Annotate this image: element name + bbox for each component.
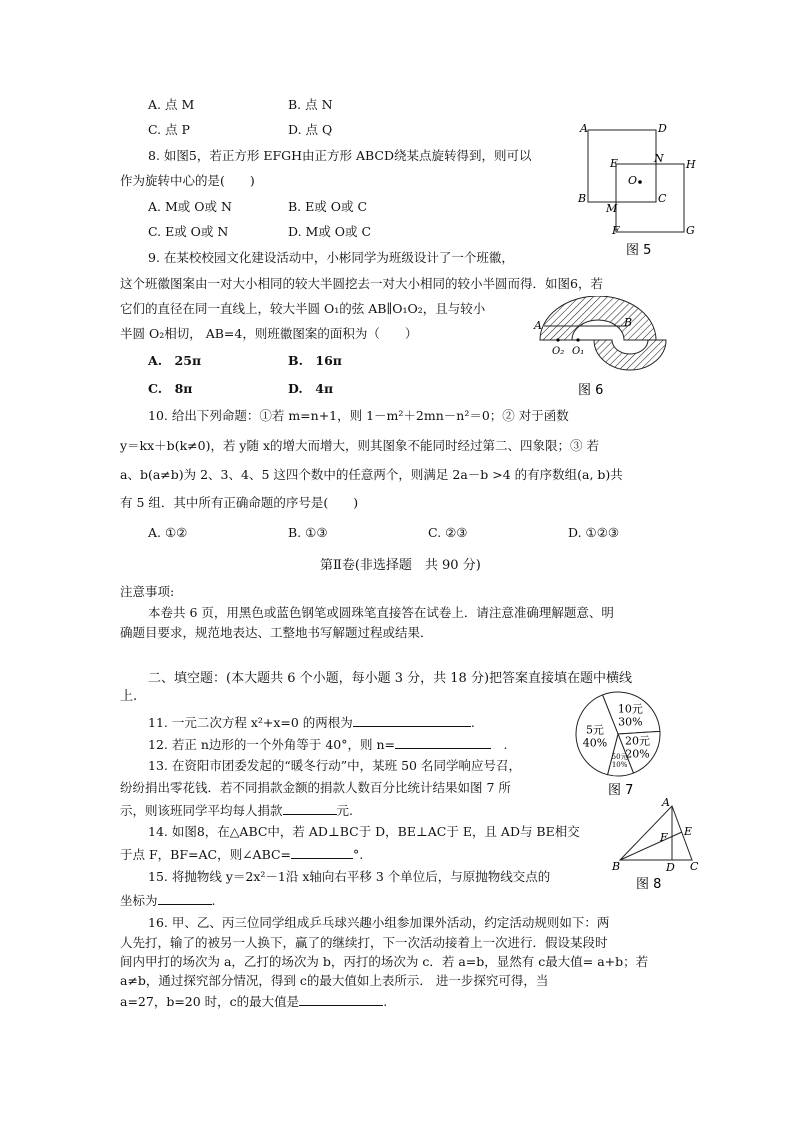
q16-line2: 人先打，输了的被另一人换下，赢了的继续打，下一次活动接着上一次进行．假设某段时	[120, 935, 608, 950]
q16-line3: 间内甲打的场次为 a，乙打的场次为 b，丙打的场次为 c．若 a=b，显然有 c最大值= a+b；若	[120, 954, 649, 969]
notice-line1: 本卷共 6 页，用黑色或蓝色钢笔或圆珠笔直接答在试卷上．请注意准确理解题意、明	[148, 605, 614, 620]
label-e: E	[684, 825, 693, 838]
q8-option-b: B. E或 O或 C	[288, 199, 368, 214]
figure-7-pie-chart	[572, 690, 672, 800]
q16-line1: 16. 甲、乙、丙三位同学组成乒乓球兴趣小组参加课外活动，约定活动规则如下：两	[148, 915, 610, 930]
q8-option-d: D. M或 O或 C	[288, 224, 372, 239]
q9-line4: 半圆 O₂相切， AB=4，则班徽图案的面积为（ ）	[120, 326, 418, 341]
q14-line2	[120, 845, 363, 864]
label-o: O	[628, 174, 638, 187]
q7-option-c: C. 点 P	[148, 122, 190, 137]
q15-line2-text: 坐标为	[120, 893, 158, 908]
q7-option-d: D. 点 Q	[288, 122, 333, 137]
square-efgh	[616, 164, 684, 232]
label-h: H	[686, 158, 696, 171]
triangle-abc	[620, 806, 692, 860]
q7-option-b: B. 点 N	[288, 97, 333, 112]
label-a: A	[534, 319, 542, 332]
q14-blank[interactable]	[291, 845, 353, 859]
q14-line2-text: 于点 F，BF=AC，则∠ABC=	[120, 847, 292, 862]
pie-value-label: 10%	[611, 760, 628, 769]
label-g: G	[686, 224, 695, 237]
point-o2	[556, 338, 559, 341]
label-m: M	[606, 202, 618, 215]
q13-line1: 13. 在资阳市团委发起的“暖冬行动”中，某班 50 名同学响应号召，	[148, 758, 521, 773]
lower-shaded-region	[594, 340, 666, 370]
label-o2: O₂	[552, 346, 565, 357]
q8-line2: 作为旋转中心的是( )	[120, 173, 255, 188]
q16-blank[interactable]	[299, 992, 383, 1006]
notice-line2: 确题目要求，规范地表达、工整地书写解题过程或结果．	[120, 625, 433, 640]
q10-line1: 10. 给出下列命题：①若 m=n+1，则 1－m²＋2mn－n²＝0；② 对于函数	[148, 408, 569, 423]
figure-6-caption: 图 6	[578, 383, 604, 398]
part2-header: 二、填空题：(本大题共 6 个小题，每小题 3 分，共 18 分)把答案直接填在题中横线	[148, 671, 633, 686]
figure-5-caption: 图 5	[626, 243, 652, 258]
q16-end: .	[383, 994, 388, 1009]
label-a: A	[580, 122, 588, 135]
label-d: D	[658, 122, 667, 135]
q9-option-d: D. 4π	[288, 381, 334, 396]
label-e: E	[610, 157, 619, 170]
q8-option-c: C. E或 O或 N	[148, 224, 229, 239]
q10-line2: y＝kx＋b(k≠0)，若 y随 x的增大而增大，则其图象不能同时经过第二、四象限；③ 若	[120, 438, 599, 453]
label-d: D	[666, 861, 675, 874]
point-o1	[576, 338, 579, 341]
q10-option-b: B. ①③	[288, 525, 328, 540]
q8-option-a: A. M或 O或 N	[148, 199, 232, 214]
q13-unit: 元.	[336, 803, 353, 818]
q9-line1: 9. 在某校校园文化建设活动中，小彬同学为班级设计了一个班徽，	[148, 250, 514, 265]
q10-option-c: C. ②③	[428, 525, 468, 540]
q11-text: 11. 一元二次方程 x²+x=0 的两根为	[148, 715, 353, 730]
q14-line1: 14. 如图8，在△ABC中，若 AD⊥BC于 D，BE⊥AC于 E，且 AD与 BE相交	[148, 824, 580, 839]
pie-value-label: 20%	[625, 747, 650, 761]
label-n: N	[654, 152, 664, 165]
q16-line5	[120, 992, 387, 1011]
figure-7-caption: 图 7	[608, 783, 634, 798]
label-f: F	[660, 831, 668, 844]
pie-category-label: 10元	[617, 702, 643, 716]
q9-option-c: C. 8π	[148, 381, 193, 396]
q12: 12. 若正 n边形的一个外角等于 40°，则 n= .	[148, 737, 508, 752]
q13-line2: 纷纷捐出零花钱．若不同捐款金额的捐款人数百分比统计结果如图 7 所	[120, 780, 511, 795]
label-b: B	[578, 192, 587, 205]
label-b: B	[612, 860, 621, 873]
label-c: C	[690, 860, 699, 873]
label-a: A	[662, 796, 670, 809]
q15-blank[interactable]	[158, 891, 212, 905]
figure-8	[606, 796, 706, 892]
q12-blank[interactable]	[395, 735, 491, 749]
pie-value-label: 40%	[582, 736, 608, 750]
pie-category-label: 20元	[625, 734, 651, 748]
upper-shaded-region	[540, 296, 656, 340]
q9-line2: 这个班徽图案由一对大小相同的较大半圆挖去一对大小相同的较小半圆而得．如图6，若	[120, 276, 603, 291]
q12-text: 12. 若正 n边形的一个外角等于 40°，则 n=	[148, 737, 396, 752]
q9-line3: 它们的直径在同一直线上，较大半圆 O₁的弦 AB∥O₁O₂，且与较小	[120, 301, 486, 316]
q10-line4: 有 5 组．其中所有正确命题的序号是( )	[120, 495, 359, 510]
q13-line3	[120, 801, 353, 820]
section-2-title: 第Ⅱ卷(非选择题 共 90 分)	[320, 558, 481, 573]
q15-end: .	[211, 893, 216, 908]
q7-option-a: A. 点 M	[148, 97, 195, 112]
q9-option-a: A. 25π	[148, 353, 202, 368]
q15-line1: 15. 将抛物线 y＝2x²－1沿 x轴向右平移 3 个单位后，与原抛物线交点的	[148, 869, 551, 884]
q16-line5-text: a=27，b=20 时，c的最大值是	[120, 994, 300, 1009]
q10-option-a: A. ①②	[148, 525, 188, 540]
pie-category-label: 50元	[611, 752, 628, 761]
part2-header-cont: 上.	[120, 689, 138, 704]
label-o1: O₁	[572, 346, 585, 357]
q15-line2	[120, 891, 216, 910]
pie-value-label: 30%	[618, 715, 643, 729]
q8-line1: 8. 如图5，若正方形 EFGH由正方形 ABCD绕某点旋转得到，则可以	[148, 148, 532, 163]
figure-5	[572, 118, 702, 258]
q16-line4: a≠b，通过探究部分情况，得到 c的最大值如上表所示． 进一步探究可得，当	[120, 973, 549, 988]
q9-option-b: B. 16π	[288, 353, 342, 368]
q10-option-d: D. ①②③	[568, 525, 620, 540]
figure-8-caption: 图 8	[636, 877, 662, 892]
label-b: B	[624, 316, 633, 329]
point-o	[638, 180, 642, 184]
q13-line3-text: 示，则该班同学平均每人捐款	[120, 803, 283, 818]
square-abcd	[588, 130, 656, 202]
q14-unit: °.	[353, 847, 364, 862]
label-c: C	[658, 192, 667, 205]
q11-blank[interactable]	[353, 713, 471, 727]
figure-6	[530, 296, 670, 400]
label-f: F	[612, 224, 620, 237]
q10-line3: a、b(a≠b)为 2、3、4、5 这四个数中的任意两个，则满足 2a－b >4 的有序数组(a, b)共	[120, 467, 623, 482]
pie-category-label: 5元	[585, 723, 604, 737]
q11: 11. 一元二次方程 x²+x=0 的两根为 .	[148, 715, 475, 730]
q13-blank[interactable]	[283, 801, 337, 815]
altitude-be	[620, 832, 682, 860]
notice-title: 注意事项:	[120, 584, 175, 599]
